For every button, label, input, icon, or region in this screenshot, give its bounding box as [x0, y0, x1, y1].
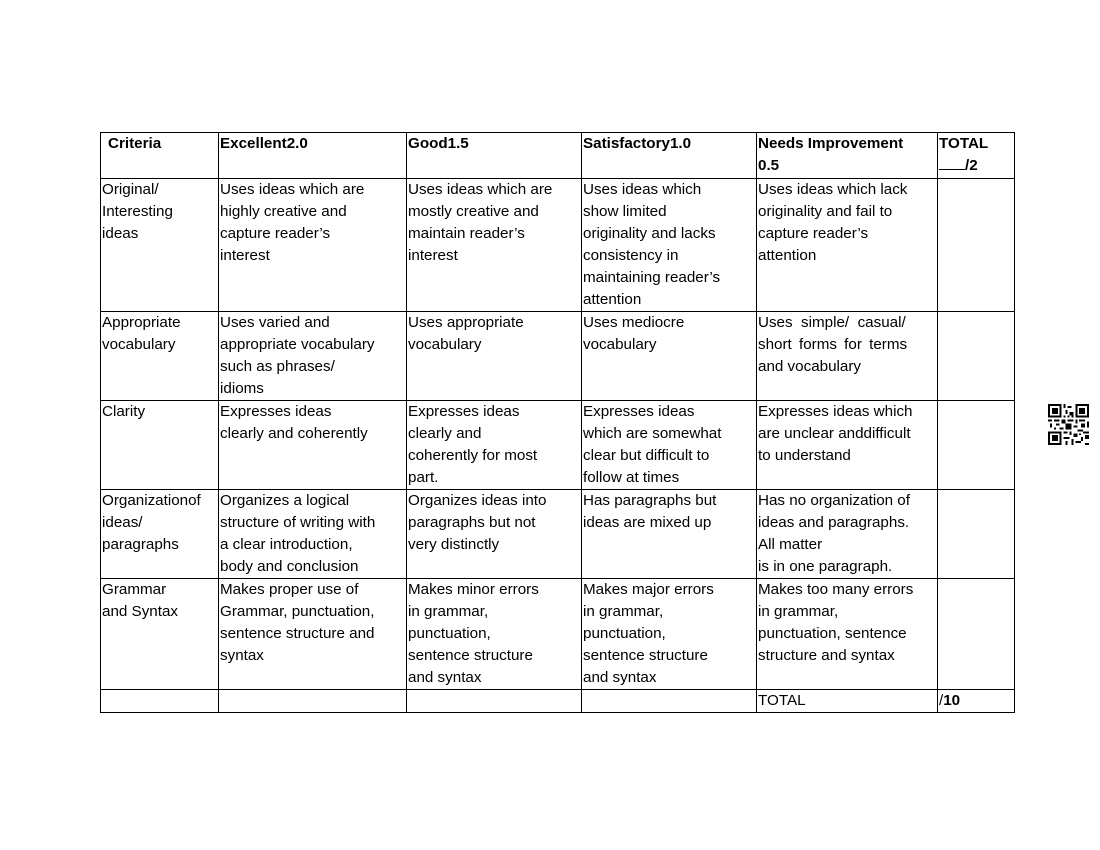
- qr-code-icon[interactable]: [1048, 404, 1089, 445]
- cell-line: Organizationof: [102, 492, 201, 509]
- excellent-cell: [219, 312, 407, 401]
- criteria-cell: [101, 179, 219, 312]
- cell-line: and Syntax: [102, 603, 178, 620]
- good-cell: [407, 579, 582, 690]
- cell-line: in grammar,: [758, 603, 839, 620]
- cell-line: clearly and coherently: [220, 425, 368, 442]
- score-cell[interactable]: [938, 312, 1015, 401]
- good-cell: [407, 401, 582, 490]
- cell-line: syntax: [220, 647, 264, 664]
- criteria-cell: [101, 401, 219, 490]
- cell-line: punctuation,: [408, 625, 491, 642]
- cell-line: Expresses ideas: [408, 403, 520, 420]
- cell-line: to understand: [758, 447, 851, 464]
- satisfactory-cell: [582, 490, 757, 579]
- cell-line: Original/: [102, 181, 159, 198]
- cell-line: structure of writing with: [220, 514, 376, 531]
- satisfactory-cell: [582, 179, 757, 312]
- cell-line: Uses ideas which: [583, 181, 702, 198]
- cell-line: Expresses ideas: [583, 403, 695, 420]
- cell-line: sentence structure: [583, 647, 708, 664]
- cell-line: and syntax: [583, 669, 657, 686]
- header-total-score-line: [939, 155, 1013, 177]
- cell-line: clearly and: [408, 425, 482, 442]
- cell-line: originality and fail to: [758, 203, 893, 220]
- cell-line: a clear introduction,: [220, 536, 353, 553]
- rubric-table: [100, 132, 1015, 713]
- excellent-cell: [219, 401, 407, 490]
- cell-line: Has no organization of: [758, 492, 910, 509]
- cell-line: highly creative and: [220, 203, 347, 220]
- cell-line: body and conclusion: [220, 558, 359, 575]
- cell-line: such as phrases/: [220, 358, 335, 375]
- cell-line: Expresses ideas: [220, 403, 332, 420]
- cell-line: and vocabulary: [758, 358, 862, 375]
- satisfactory-cell: [582, 312, 757, 401]
- needs-improvement-cell: [757, 401, 938, 490]
- excellent-cell: [219, 179, 407, 312]
- cell-line: which are somewhat: [583, 425, 722, 442]
- header-good: Good1.5: [407, 133, 582, 179]
- total-score-value: 10: [943, 692, 961, 709]
- cell-line: appropriate vocabulary: [220, 336, 375, 353]
- header-criteria: Criteria: [101, 133, 219, 179]
- header-needs-improvement-label: Needs Improvement: [758, 135, 904, 152]
- cell-line: clear but difficult to: [583, 447, 710, 464]
- cell-line: Makes too many errors: [758, 581, 914, 598]
- cell-line: originality and lacks: [583, 225, 716, 242]
- cell-line: paragraphs: [102, 536, 179, 553]
- cell-line: ideas/: [102, 514, 143, 531]
- criteria-cell: [101, 579, 219, 690]
- cell-line: ideas: [102, 225, 139, 242]
- header-total-title: TOTAL: [939, 135, 989, 152]
- empty-cell: [101, 690, 219, 713]
- cell-line: ideas are mixed up: [583, 514, 712, 531]
- header-needs-improvement: [757, 133, 938, 179]
- header-needs-improvement-score: 0.5: [758, 157, 780, 174]
- cell-line: Uses varied and: [220, 314, 330, 331]
- cell-line: Organizes a logical: [220, 492, 350, 509]
- cell-line: Grammar, punctuation,: [220, 603, 375, 620]
- cell-line: vocabulary: [102, 336, 176, 353]
- cell-line: idioms: [220, 380, 264, 397]
- total-score-slash: /: [939, 692, 944, 709]
- score-cell[interactable]: [938, 179, 1015, 312]
- empty-cell: [582, 690, 757, 713]
- criteria-cell: [101, 490, 219, 579]
- cell-line: Uses mediocre: [583, 314, 685, 331]
- score-blank-line: [939, 155, 965, 170]
- cell-line: attention: [758, 247, 817, 264]
- header-total: [938, 133, 1015, 179]
- cell-line: Interesting: [102, 203, 173, 220]
- cell-line: is in one paragraph.: [758, 558, 893, 575]
- table-row: [101, 179, 1015, 312]
- table-row: [101, 490, 1015, 579]
- good-cell: [407, 490, 582, 579]
- cell-line: maintain reader’s: [408, 225, 525, 242]
- cell-line: Uses ideas which lack: [758, 181, 908, 198]
- cell-line: capture reader’s: [758, 225, 869, 242]
- cell-line: vocabulary: [408, 336, 482, 353]
- cell-line: All matter: [758, 536, 823, 553]
- header-excellent: Excellent2.0: [219, 133, 407, 179]
- score-cell[interactable]: [938, 401, 1015, 490]
- table-row: [101, 312, 1015, 401]
- cell-line: sentence structure and: [220, 625, 375, 642]
- cell-line: very distinctly: [408, 536, 500, 553]
- cell-line: short forms for terms: [758, 336, 908, 353]
- satisfactory-cell: [582, 579, 757, 690]
- cell-line: ideas and paragraphs.: [758, 514, 910, 531]
- needs-improvement-cell: [757, 579, 938, 690]
- cell-line: capture reader’s: [220, 225, 331, 242]
- cell-line: Uses simple/ casual/: [758, 314, 906, 331]
- cell-line: consistency in: [583, 247, 679, 264]
- cell-line: part.: [408, 469, 439, 486]
- cell-line: coherently for most: [408, 447, 538, 464]
- total-row: [101, 690, 1015, 713]
- needs-improvement-cell: [757, 179, 938, 312]
- cell-line: Has paragraphs but: [583, 492, 717, 509]
- score-cell[interactable]: [938, 579, 1015, 690]
- satisfactory-cell: [582, 401, 757, 490]
- cell-line: show limited: [583, 203, 667, 220]
- good-cell: [407, 312, 582, 401]
- cell-line: Expresses ideas which: [758, 403, 913, 420]
- empty-cell: [407, 690, 582, 713]
- table-row: [101, 579, 1015, 690]
- cell-line: Appropriate: [102, 314, 181, 331]
- cell-line: Clarity: [102, 403, 146, 420]
- good-cell: [407, 179, 582, 312]
- table-row: [101, 401, 1015, 490]
- cell-line: are unclear anddifficult: [758, 425, 911, 442]
- empty-cell: [219, 690, 407, 713]
- total-label: TOTAL: [757, 690, 938, 713]
- cell-line: interest: [408, 247, 458, 264]
- header-satisfactory: Satisfactory1.0: [582, 133, 757, 179]
- criteria-cell: [101, 312, 219, 401]
- cell-line: Makes minor errors: [408, 581, 539, 598]
- cell-line: Grammar: [102, 581, 167, 598]
- cell-line: Uses appropriate: [408, 314, 524, 331]
- cell-line: maintaining reader’s: [583, 269, 721, 286]
- cell-line: in grammar,: [583, 603, 664, 620]
- cell-line: and syntax: [408, 669, 482, 686]
- cell-line: mostly creative and: [408, 203, 539, 220]
- cell-line: vocabulary: [583, 336, 657, 353]
- needs-improvement-cell: [757, 312, 938, 401]
- score-cell[interactable]: [938, 490, 1015, 579]
- cell-line: follow at times: [583, 469, 680, 486]
- header-total-score: /2: [965, 157, 978, 174]
- cell-line: punctuation, sentence: [758, 625, 907, 642]
- cell-line: paragraphs but not: [408, 514, 536, 531]
- cell-line: in grammar,: [408, 603, 489, 620]
- cell-line: attention: [583, 291, 642, 308]
- cell-line: Makes proper use of: [220, 581, 359, 598]
- excellent-cell: [219, 490, 407, 579]
- cell-line: punctuation,: [583, 625, 666, 642]
- excellent-cell: [219, 579, 407, 690]
- cell-line: Makes major errors: [583, 581, 714, 598]
- cell-line: Uses ideas which are: [408, 181, 553, 198]
- header-row: [101, 133, 1015, 179]
- cell-line: Uses ideas which are: [220, 181, 365, 198]
- total-score-cell[interactable]: [938, 690, 1015, 713]
- cell-line: structure and syntax: [758, 647, 895, 664]
- cell-line: interest: [220, 247, 270, 264]
- cell-line: sentence structure: [408, 647, 533, 664]
- cell-line: Organizes ideas into: [408, 492, 547, 509]
- needs-improvement-cell: [757, 490, 938, 579]
